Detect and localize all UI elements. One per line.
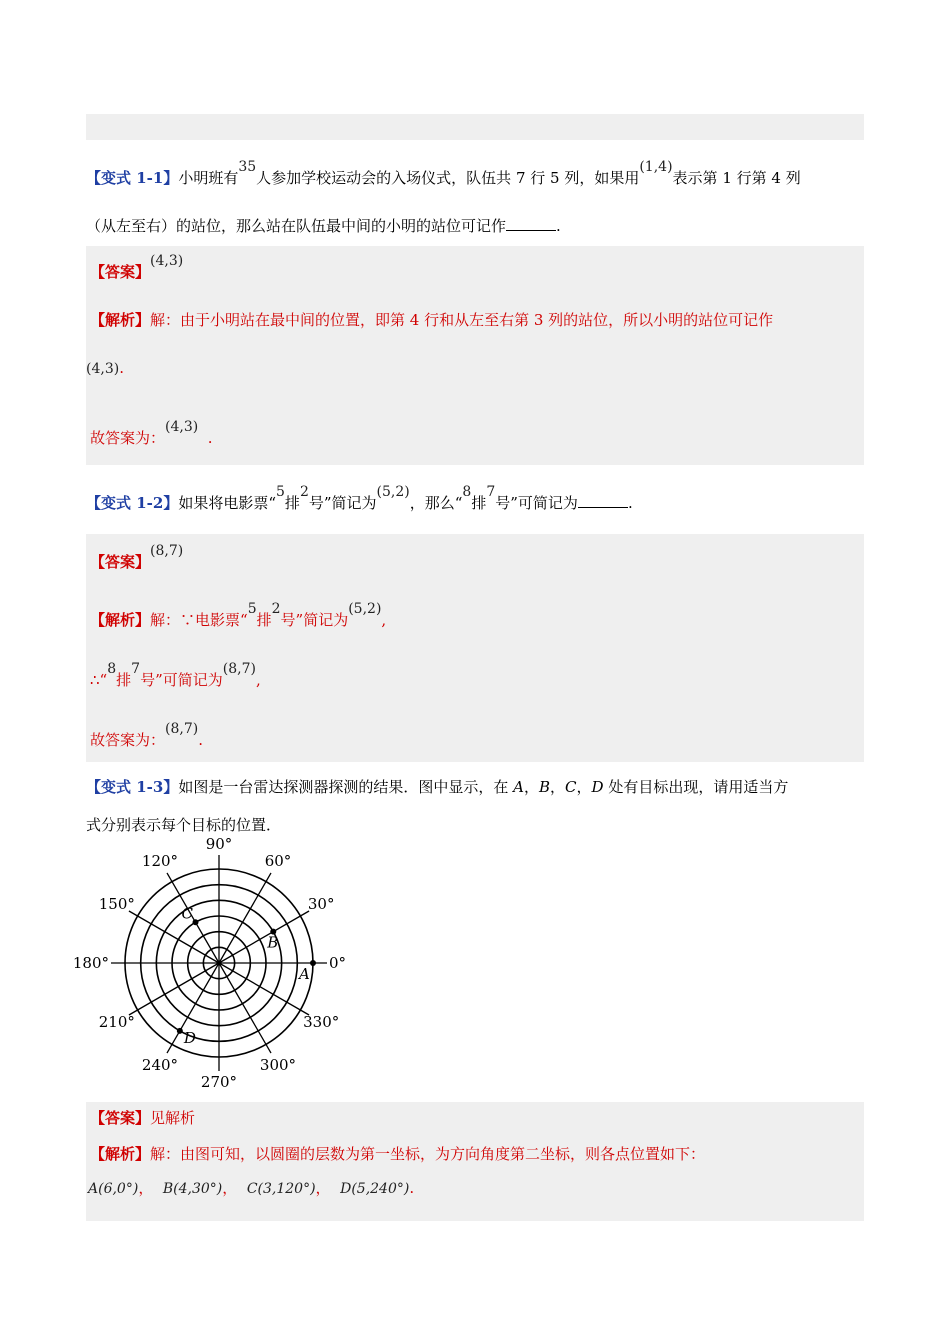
analysis-text: ,: [255, 671, 261, 689]
q-text: 表示第 1 行第 4 列: [672, 169, 801, 187]
analysis-coordinate: (4,3): [86, 361, 120, 377]
analysis-text: 排: [116, 671, 132, 689]
radar-angle-label: 30°: [307, 895, 335, 913]
radar-angle-label: 60°: [264, 851, 292, 870]
radar-point-label: B: [267, 933, 279, 952]
q-text: .: [556, 217, 561, 235]
results-row: [88, 1178, 414, 1199]
radar-angle-label: 180°: [72, 954, 109, 972]
sep: ，: [222, 1179, 238, 1197]
answer-value: 见解析: [150, 1109, 196, 1127]
q-text: 如图是一台雷达探测器探测的结果．图中显示，在: [178, 778, 514, 796]
result-b: B(4,30°): [162, 1181, 223, 1197]
analysis-tag: 【解析】: [90, 611, 151, 629]
sep: ，: [138, 1179, 154, 1197]
solution-1-2: [86, 534, 864, 762]
problem-tag: 【变式 1-1】: [86, 169, 179, 187]
result-c: C(3,120°): [246, 1181, 316, 1197]
radar-angle-label: 120°: [141, 851, 179, 870]
answer-blank: [578, 493, 628, 508]
problem-1-1-question-line1: [86, 159, 801, 189]
q-text: ，: [550, 778, 566, 796]
final-label: 故答案为：: [90, 731, 166, 749]
answer-tag: 【答案】: [90, 553, 151, 571]
answer-value: (8,7): [150, 543, 184, 559]
q-text: 人参加学校运动会的入场仪式，队伍共 7 行 5 列，如果用: [256, 169, 640, 187]
q-text: 排: [284, 494, 300, 512]
analysis-row-2: [90, 661, 261, 691]
analysis-text: 解：由于小明站在最中间的位置，即第 4 行和从左至右第 3 列的站位，所以小明的站位可记作: [150, 311, 774, 329]
radar-angle-label: 240°: [141, 1056, 179, 1075]
answer-row: [90, 253, 184, 283]
radar-angle-label: 270°: [200, 1073, 238, 1091]
problem-1-1-question-line2: [86, 216, 561, 236]
q-text: 号”可简记为: [495, 494, 578, 512]
q-text: ，: [576, 778, 592, 796]
problem-tag: 【变式 1-2】: [86, 494, 179, 512]
final-end: .: [198, 731, 203, 749]
analysis-text: ,: [381, 611, 387, 629]
radar-angle-label: 300°: [259, 1056, 297, 1075]
final-end: .: [207, 429, 213, 447]
q-text: 小明班有: [178, 169, 239, 187]
q-var: D: [591, 778, 604, 796]
top-shaded-strip: [86, 114, 864, 140]
final-answer-row: [90, 419, 213, 449]
result-a: A(6,0°): [88, 1181, 139, 1197]
problem-1-3-question-line1: [86, 777, 788, 797]
answer-row: [90, 1108, 195, 1128]
analysis-text: .: [119, 359, 124, 377]
q-text: （从左至右）的站位，那么站在队伍最中间的小明的站位可记作: [86, 217, 507, 235]
analysis-number: 7: [131, 661, 141, 677]
q-text: 处有目标出现，请用适当方: [603, 778, 789, 796]
analysis-number: 5: [247, 601, 257, 617]
radar-angle-label: 210°: [98, 1013, 135, 1031]
q-text: ，那么“: [409, 494, 463, 512]
analysis-text: 号”可简记为: [140, 671, 223, 689]
analysis-row: [90, 1144, 705, 1164]
analysis-row: [90, 310, 773, 330]
radar-point-a: [310, 960, 316, 966]
answer-value: (4,3): [150, 253, 184, 269]
final-coordinate: (8,7): [165, 721, 199, 737]
q-number: 5: [276, 484, 285, 500]
q-number: 8: [462, 484, 472, 500]
q-text: 如果将电影票“: [178, 494, 276, 512]
radar-angle-label: 330°: [303, 1013, 340, 1031]
q-coordinate: (5,2): [376, 484, 410, 500]
q-var: A: [513, 778, 524, 796]
q-coordinate: (1,4): [639, 159, 673, 175]
radar-point-label: C: [181, 904, 193, 923]
q-number: 35: [238, 159, 257, 175]
final-coordinate: (4,3): [165, 419, 199, 435]
final-answer-row: [90, 721, 203, 751]
problem-tag: 【变式 1-3】: [86, 778, 179, 796]
q-number: 2: [299, 484, 309, 500]
answer-tag: 【答案】: [90, 1109, 151, 1127]
analysis-coordinate: (5,2): [348, 601, 382, 617]
radar-point-label: A: [299, 965, 310, 983]
problem-1-3-question-line2: [86, 815, 281, 835]
radar-angle-label: 150°: [98, 895, 135, 913]
sep: .: [409, 1179, 415, 1197]
analysis-row-2: [86, 358, 124, 379]
radar-point-d: [177, 1028, 183, 1034]
q-text: 排: [471, 494, 487, 512]
q-var: C: [565, 778, 577, 796]
q-text: 式分别表示每个目标的位置．: [86, 816, 282, 834]
problem-1-2-question: [86, 484, 633, 514]
result-d: D(5,240°): [340, 1181, 410, 1197]
analysis-number: 2: [271, 601, 281, 617]
analysis-text: 解：由图可知，以圆圈的层数为第一坐标，为方向角度第二坐标，则各点位置如下：: [150, 1145, 706, 1163]
radar-angle-label: 0°: [329, 954, 347, 972]
analysis-number: 8: [107, 661, 117, 677]
solution-1-3: [86, 1102, 864, 1221]
q-text: ，: [523, 778, 539, 796]
sep: ，: [315, 1179, 331, 1197]
analysis-text: ∴“: [90, 671, 108, 689]
q-var: B: [538, 778, 550, 796]
radar-point-label: D: [183, 1028, 196, 1047]
answer-tag: 【答案】: [90, 263, 151, 281]
analysis-coordinate: (8,7): [222, 661, 256, 677]
q-text: 号”简记为: [308, 494, 377, 512]
analysis-tag: 【解析】: [90, 1145, 151, 1163]
q-number: 7: [486, 484, 496, 500]
radar-point-c: [193, 919, 199, 925]
analysis-text: 解：∵电影票“: [150, 611, 248, 629]
q-text: .: [627, 494, 633, 512]
analysis-row: [90, 601, 387, 631]
analysis-text: 排: [256, 611, 272, 629]
analysis-text: 号”简记为: [280, 611, 349, 629]
radar-angle-label: 90°: [205, 835, 233, 853]
solution-1-1: [86, 246, 864, 465]
answer-blank: [506, 216, 556, 231]
answer-row: [90, 543, 184, 573]
final-label: 故答案为：: [90, 429, 166, 447]
radar-diagram: [72, 835, 360, 1094]
analysis-tag: 【解析】: [90, 311, 151, 329]
